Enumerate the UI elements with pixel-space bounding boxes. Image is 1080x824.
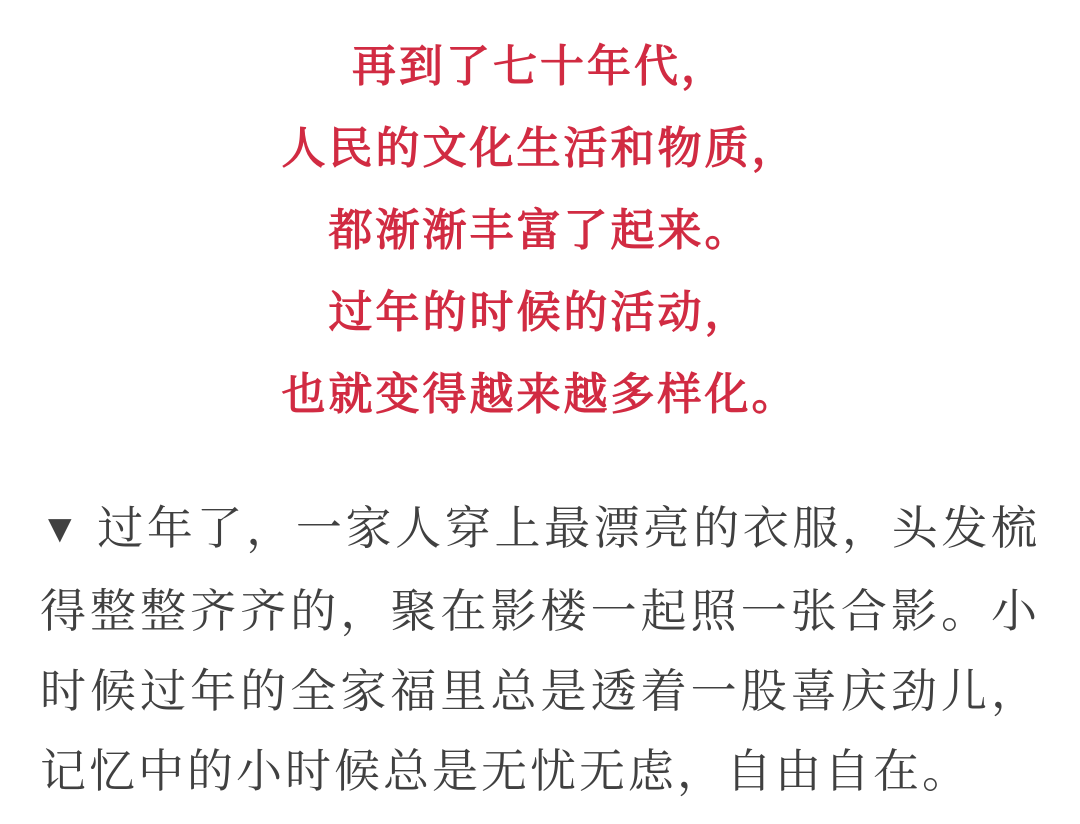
- heading-line-2: 人民的文化生活和物质，: [281, 124, 799, 173]
- down-triangle-marker-icon: ▼: [40, 507, 83, 551]
- body-text: 过年了，一家人穿上最漂亮的衣服，头发梳得整整齐齐的，聚在影楼一起照一张合影。小时候过年的全家福里总是透着一股喜庆劲儿，记忆中的小时候总是无忧无虑，自由自在。: [40, 502, 1040, 797]
- heading-line-1: 再到了七十年代，: [352, 42, 728, 91]
- heading-line-4: 过年的时候的活动，: [328, 288, 752, 337]
- body-paragraph: [40, 488, 1040, 811]
- red-heading-block: [0, 26, 1080, 436]
- heading-line-5: 也就变得越来越多样化。: [281, 370, 799, 419]
- heading-line-3: 都渐渐丰富了起来。: [328, 206, 752, 255]
